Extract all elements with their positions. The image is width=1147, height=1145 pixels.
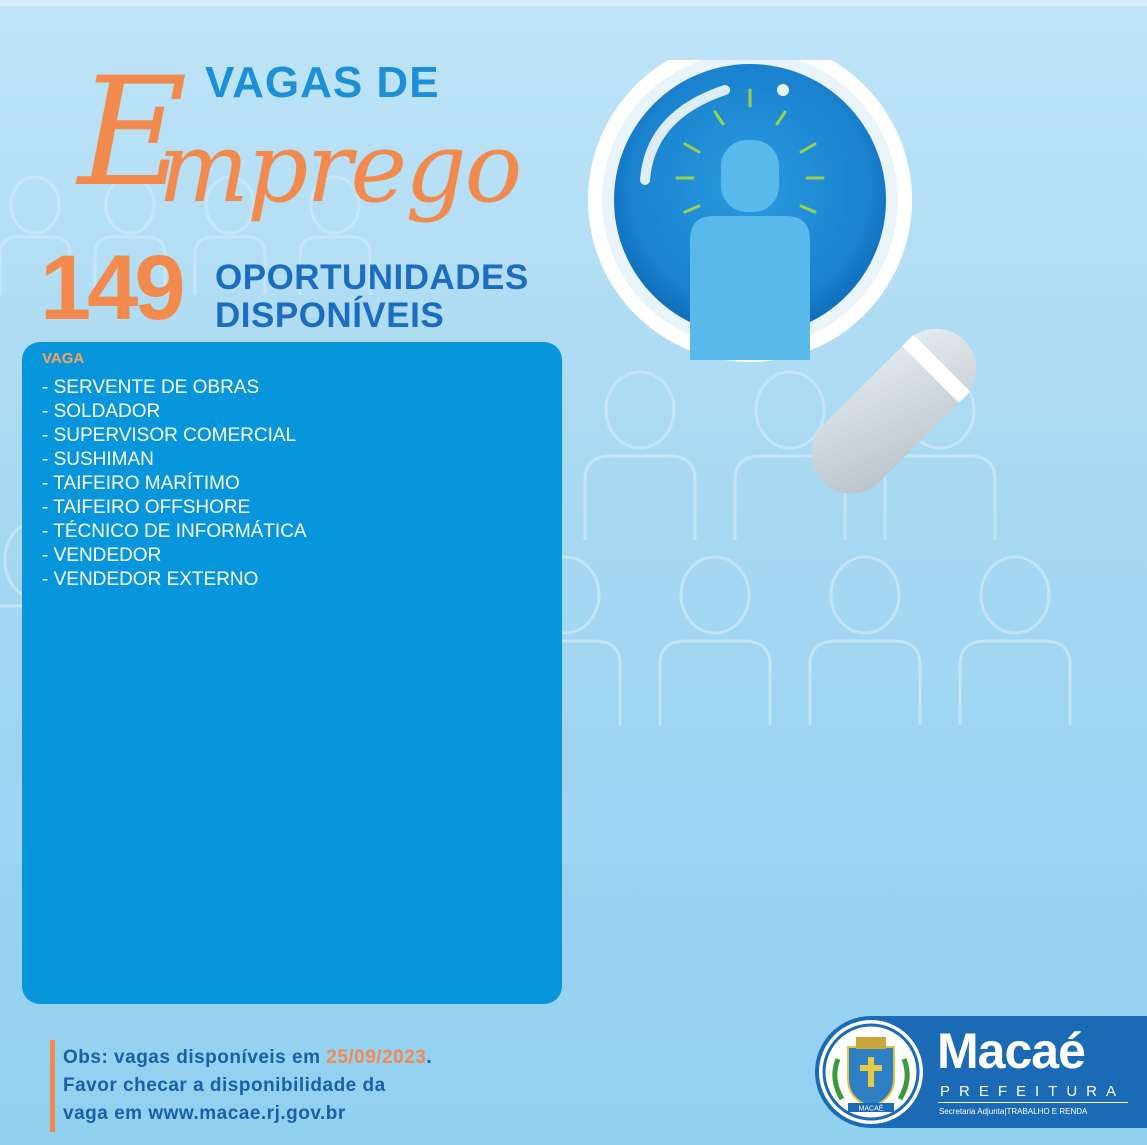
footer-note [63,1044,432,1128]
logo-secretaria: Secretaria Adjunta|TRABALHO E RENDA [939,1107,1088,1116]
title-script-initial: E [78,46,186,220]
city-seal-icon [818,1019,924,1125]
subtitle-line-1: OPORTUNIDADES [215,258,529,297]
footer-line-2: Favor checar a disponibilidade da [63,1075,386,1096]
subtitle-line-2: DISPONÍVEIS [215,296,445,335]
svg-text:MACAÉ: MACAÉ [858,1105,884,1113]
title-vagas-de: VAGAS DE [205,58,440,107]
logo-divider [938,1102,1128,1103]
list-item: - SUSHIMAN [42,449,154,470]
jobs-panel-heading: VAGA [42,350,85,367]
footer-line-1-prefix: Obs: vagas disponíveis em [63,1047,327,1068]
footer-line-1 [63,1044,432,1072]
list-item: - TAIFEIRO OFFSHORE [42,497,251,518]
footer-date: 25/09/2023 [326,1047,427,1068]
jobs-panel [22,342,562,1004]
footer-line-1-suffix: . [426,1047,433,1068]
footer-line-3: vaga em www.macae.rj.gov.br [63,1103,346,1124]
title-script-rest: mprego [158,112,521,224]
list-item: - SOLDADOR [42,401,161,422]
list-item: - VENDEDOR EXTERNO [42,569,259,590]
list-item: - SERVENTE DE OBRAS [42,377,260,398]
job-list [42,376,307,592]
list-item: - SUPERVISOR COMERCIAL [42,425,297,446]
logo-name: Macaé [937,1023,1085,1079]
magnifier-icon [585,60,1065,520]
footer-accent-bar [50,1040,55,1132]
opportunity-count: 149 [40,237,182,339]
list-item: - TÉCNICO DE INFORMÁTICA [42,521,307,542]
list-item: - VENDEDOR [42,545,162,566]
list-item: - TAIFEIRO MARÍTIMO [42,473,240,494]
logo-prefeitura: PREFEITURA [940,1083,1126,1100]
